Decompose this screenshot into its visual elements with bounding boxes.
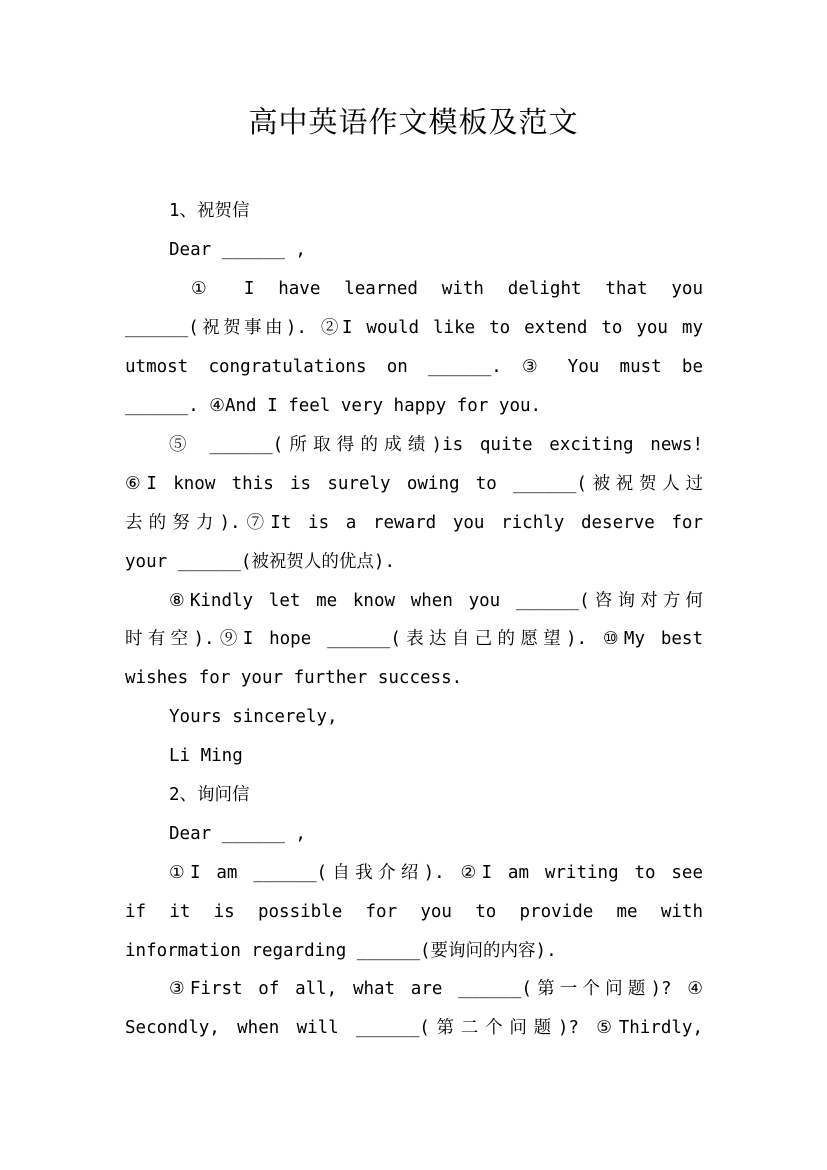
body-line: Secondly, when will ______(第二个问题)? ⑤Thirdly,: [125, 1018, 703, 1038]
salutation-line: Dear ______ ,: [169, 824, 306, 844]
body-line: 时有空).⑨I hope ______(表达自己的愿望). ⑩My best: [125, 629, 703, 649]
body-line: ⑥I know this is surely owing to ______(被祝贺人过: [125, 474, 703, 494]
closing-line: Yours sincerely,: [169, 707, 338, 727]
body-line: ______(祝贺事由). ②I would like to extend to you my: [125, 318, 703, 338]
body-line: ①I am ______(自我介绍). ②I am writing to see: [169, 863, 703, 883]
salutation-line: Dear ______ ,: [169, 240, 306, 260]
body-line: your ______(被祝贺人的优点).: [125, 552, 396, 572]
body-line: ① I have learned with delight that you: [191, 279, 703, 299]
body-line: wishes for your further success.: [125, 668, 463, 688]
body-line: ______. ④And I feel very happy for you.: [125, 396, 542, 416]
signature-line: Li Ming: [169, 746, 243, 766]
body-line: ③First of all, what are ______(第一个问题)? ④: [169, 979, 703, 999]
body-line: information regarding ______(要询问的内容).: [125, 941, 557, 961]
body-line: utmost congratulations on ______. ③ You must be: [125, 357, 703, 377]
section-heading-congratulation: 1、祝贺信: [169, 201, 250, 221]
section-heading-inquiry: 2、询问信: [169, 785, 250, 805]
body-line: ⑤ ______(所取得的成绩)is quite exciting news!: [169, 435, 703, 455]
body-line: 去的努力).⑦It is a reward you richly deserve for: [125, 513, 703, 533]
body-line: if it is possible for you to provide me with: [125, 902, 703, 922]
document-title: 高中英语作文模板及范文: [248, 105, 579, 139]
body-line: ⑧Kindly let me know when you ______(咨询对方何: [169, 591, 703, 611]
